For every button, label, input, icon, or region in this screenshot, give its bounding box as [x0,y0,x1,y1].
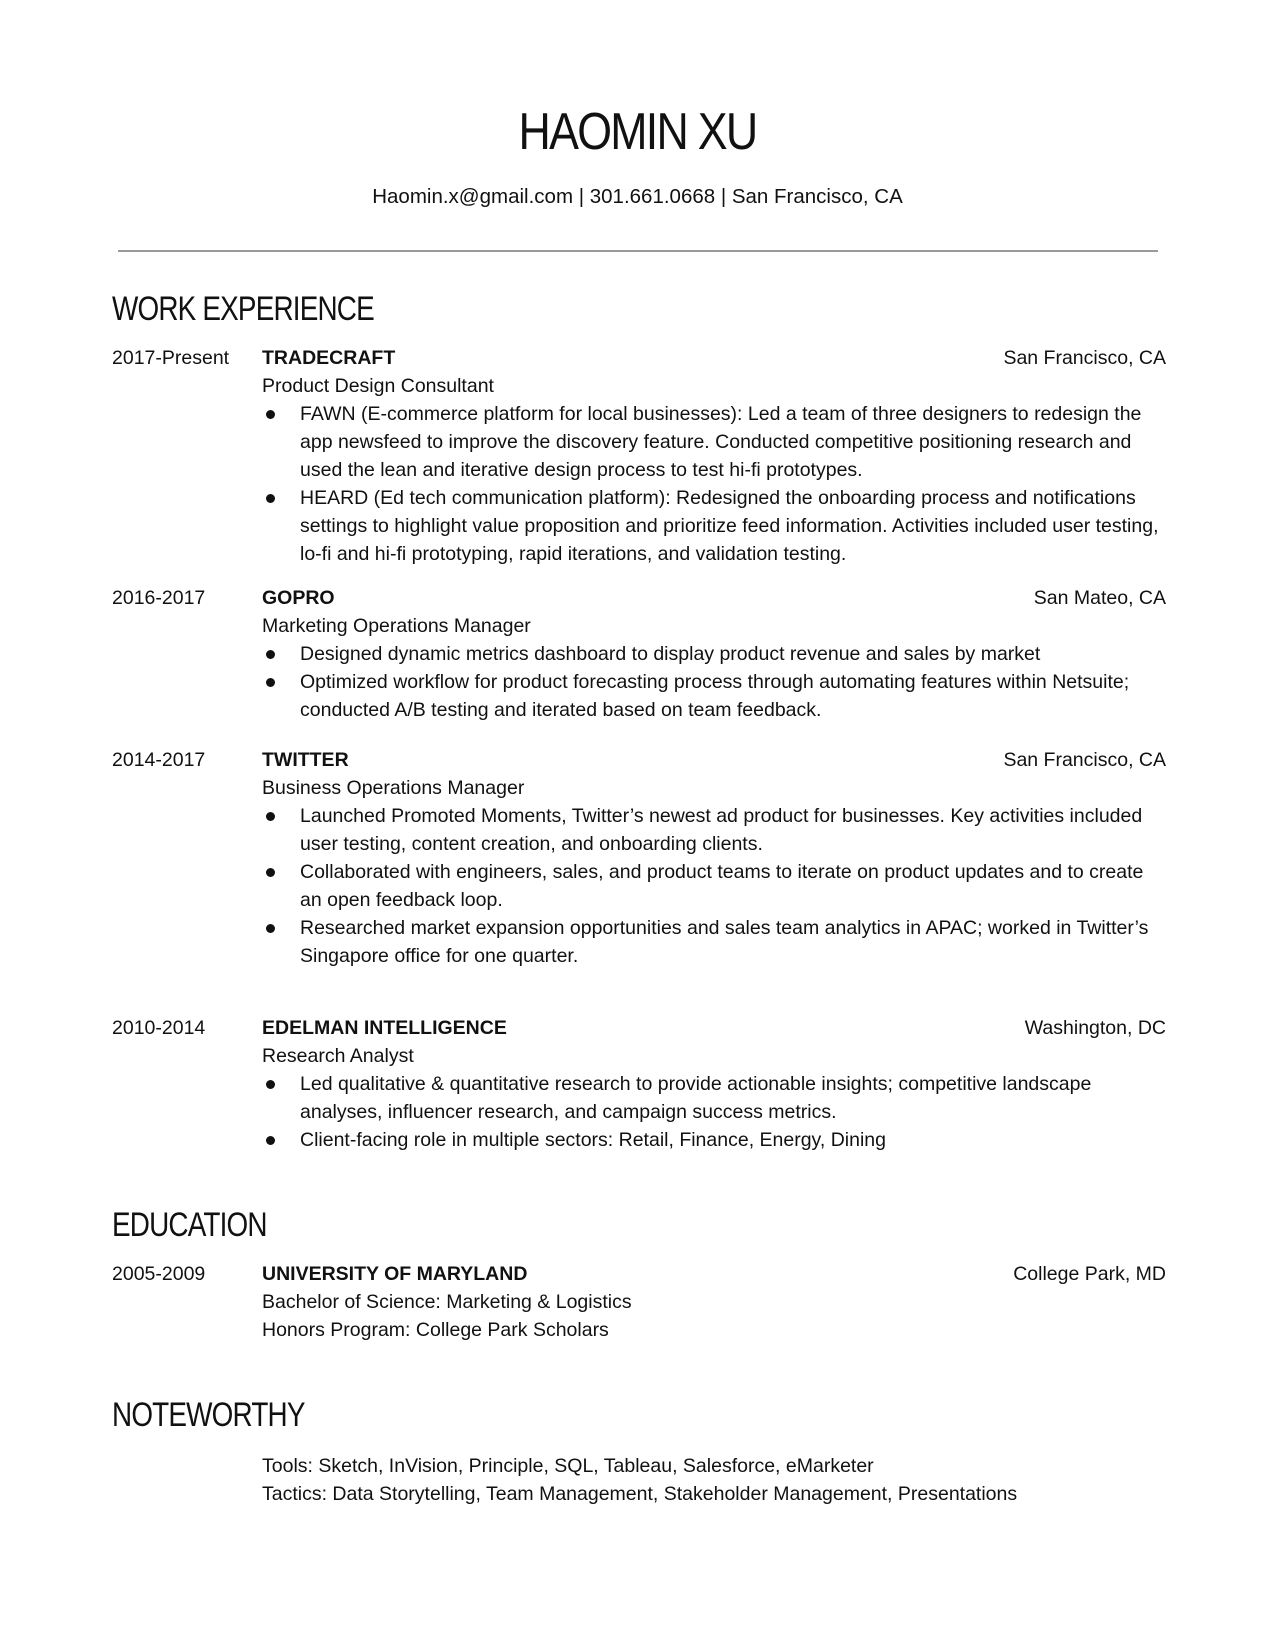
list-item [262,802,1170,858]
bullet-icon [266,494,275,503]
bullet-text: FAWN (E-commerce platform for local businesses): Led a team of three designers to redesign the app newsfeed to improve the discovery feature. Conducted competitive positioning research and used the lean and iterative design process to test hi-fi prototypes. [300,403,1142,481]
job-date: 2010-2014 [112,1017,206,1039]
bullet-text: HEARD (Ed tech communication platform): Redesigned the onboarding process and notifications settings to highlight value proposition and prioritize feed information. Activities included user testing, lo-fi and hi-fi prototyping, rapid iterations, and validation testing. [300,487,1159,565]
bullet-icon [266,924,275,933]
list-item [262,668,1170,724]
list-item [262,1126,1170,1154]
job-role: Marketing Operations Manager [262,615,531,637]
job-company: EDELMAN INTELLIGENCE [262,1017,507,1039]
list-item [262,914,1170,970]
noteworthy-block [262,1452,1017,1508]
header-divider [118,250,1158,252]
bullet-text: Designed dynamic metrics dashboard to display product revenue and sales by market [300,643,1041,665]
job-bullets [262,1070,1166,1154]
job-location: San Francisco, CA [1003,347,1166,369]
job-date: 2016-2017 [112,587,206,609]
list-item [262,484,1170,568]
job-location: San Francisco, CA [1003,749,1166,771]
contact-line: Haomin.x@gmail.com | 301.661.0668 | San Francisco, CA [372,185,903,208]
job-location: San Mateo, CA [1033,587,1166,609]
job-entry-edelman [112,1014,1166,1154]
job-bullets [262,640,1166,724]
bullet-icon [266,868,275,877]
bullet-text: Led qualitative & quantitative research to provide actionable insights; competitive landscape analyses, influencer research, and campaign success metrics. [300,1073,1092,1123]
education-entry [112,1260,1166,1344]
work-experience-heading: WORK EXPERIENCE [112,290,374,328]
bullet-text: Collaborated with engineers, sales, and product teams to iterate on product updates and to create an open feedback loop. [300,861,1144,911]
job-entry-tradecraft [112,344,1166,568]
job-role: Business Operations Manager [262,777,525,799]
job-date: 2014-2017 [112,749,206,771]
noteworthy-tools: Tools: Sketch, InVision, Principle, SQL, Tableau, Salesforce, eMarketer [262,1455,874,1477]
bullet-icon [266,678,275,687]
noteworthy-tactics: Tactics: Data Storytelling, Team Management, Stakeholder Management, Presentations [262,1483,1018,1505]
bullet-icon [266,812,275,821]
education-heading: EDUCATION [112,1206,267,1244]
job-company: TRADECRAFT [262,347,396,369]
education-location: College Park, MD [1013,1263,1166,1285]
job-bullets [262,400,1166,568]
list-item [262,1070,1170,1126]
job-entry-gopro [112,584,1166,724]
bullet-text: Researched market expansion opportunities and sales team analytics in APAC; worked in Twitter’s Singapore office for one quarter. [300,917,1149,967]
job-role: Research Analyst [262,1045,414,1067]
bullet-text: Client-facing role in multiple sectors: Retail, Finance, Energy, Dining [300,1129,886,1151]
education-school: UNIVERSITY OF MARYLAND [262,1263,528,1285]
education-degree: Bachelor of Science: Marketing & Logistics [262,1291,632,1313]
bullet-text: Optimized workflow for product forecasting process through automating features within Netsuite; conducted A/B testing and iterated based on team feedback. [300,671,1130,721]
job-location: Washington, DC [1024,1017,1166,1039]
bullet-text: Launched Promoted Moments, Twitter’s newest ad product for businesses. Key activities included user testing, content creation, and onboarding clients. [300,805,1143,855]
job-role: Product Design Consultant [262,375,494,397]
education-honors: Honors Program: College Park Scholars [262,1319,609,1341]
list-item [262,400,1170,484]
job-bullets [262,802,1166,970]
job-company: GOPRO [262,587,335,609]
noteworthy-heading: NOTEWORTHY [112,1396,305,1434]
job-company: TWITTER [262,749,349,771]
education-date: 2005-2009 [112,1263,206,1285]
bullet-icon [266,1136,275,1145]
list-item [262,858,1170,914]
candidate-name: HAOMIN XU [518,103,757,161]
job-date: 2017-Present [112,347,230,369]
job-entry-twitter [112,746,1166,970]
bullet-icon [266,410,275,419]
bullet-icon [266,650,275,659]
list-item [262,640,1170,668]
bullet-icon [266,1080,275,1089]
